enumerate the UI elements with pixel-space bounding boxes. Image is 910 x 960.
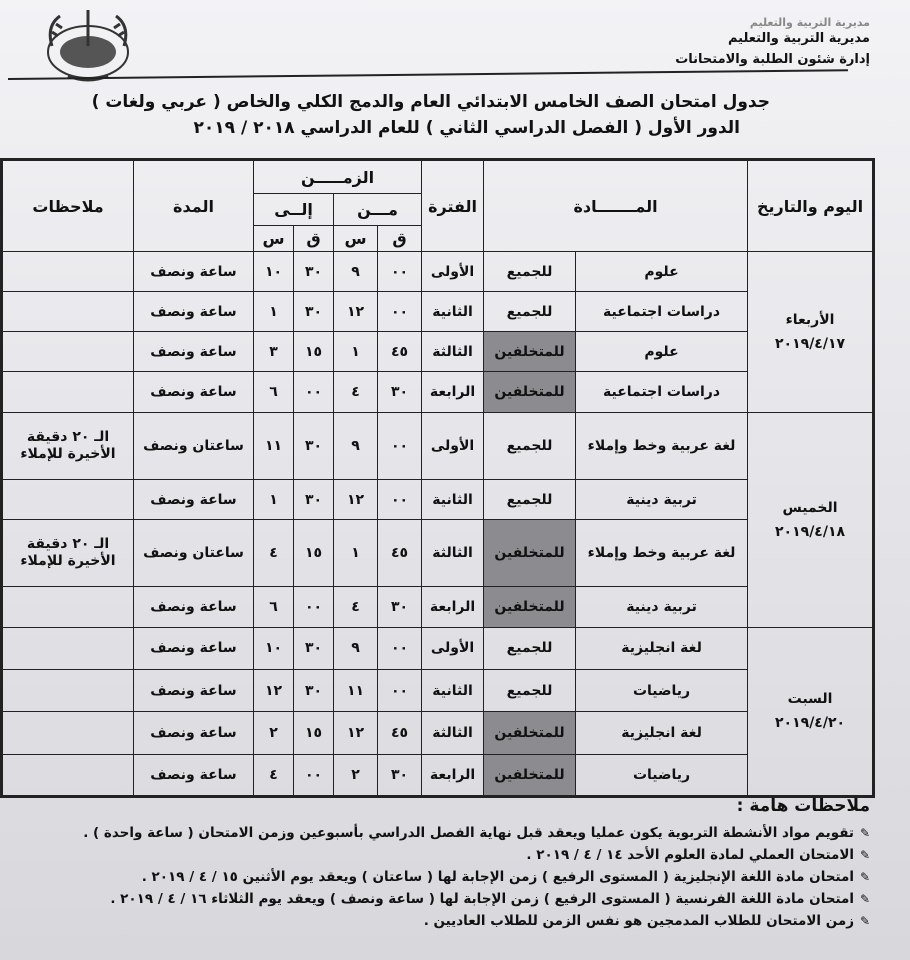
pencil-note-icon: ✎ <box>859 870 870 884</box>
period-cell: الأولى <box>422 627 484 669</box>
subject-cell: رياضيات <box>576 754 748 796</box>
duration-cell: ساعة ونصف <box>134 587 254 627</box>
notes-cell <box>2 332 134 372</box>
pencil-note-icon: ✎ <box>859 826 870 840</box>
pencil-note-icon: ✎ <box>859 892 870 906</box>
day-date: ٢٠١٩/٤/١٨ <box>775 523 846 540</box>
from-hour-cell: ٩ <box>334 627 378 669</box>
to-hour-cell: ١ <box>254 292 294 332</box>
period-cell: الثانية <box>422 479 484 519</box>
header-to-hour: س <box>254 226 294 252</box>
from-minute-cell: ٠٠ <box>378 479 422 519</box>
subject-cell: لغة انجليزية <box>576 627 748 669</box>
group-cell: للمتخلفين <box>484 520 576 587</box>
from-minute-cell: ٠٠ <box>378 627 422 669</box>
table-row <box>2 252 874 292</box>
to-hour-cell: ٤ <box>254 754 294 796</box>
note-item: ✎امتحان مادة اللغة الإنجليزية ( المستوى الرفيع ) زمن الإجابة لها ( ساعتان ) ويعقد يوم الأثنين ١٥ / ٤ / ٢٠١٩ . <box>10 866 870 888</box>
notes-cell <box>2 372 134 412</box>
group-cell: للجميع <box>484 412 576 479</box>
subject-cell: رياضيات <box>576 669 748 711</box>
table-row <box>2 372 874 412</box>
period-cell: الثالثة <box>422 712 484 754</box>
from-hour-cell: ١٢ <box>334 292 378 332</box>
subject-cell: تربية دينية <box>576 587 748 627</box>
to-minute-cell: ١٥ <box>294 520 334 587</box>
notes-cell: الـ ٢٠ دقيقة الأخيرة للإملاء <box>2 520 134 587</box>
day-date: ٢٠١٩/٤/١٧ <box>775 335 846 352</box>
to-hour-cell: ٦ <box>254 372 294 412</box>
duration-cell: ساعتان ونصف <box>134 412 254 479</box>
notes-cell <box>2 587 134 627</box>
from-minute-cell: ٤٥ <box>378 332 422 372</box>
period-cell: الرابعة <box>422 754 484 796</box>
note-item: ✎الامتحان العملي لمادة العلوم الأحد ١٤ / ٤ / ٢٠١٩ . <box>10 844 870 866</box>
subject-cell: لغة انجليزية <box>576 712 748 754</box>
from-minute-cell: ٣٠ <box>378 372 422 412</box>
notes-cell <box>2 754 134 796</box>
period-cell: الثانية <box>422 292 484 332</box>
header-period: الفترة <box>422 160 484 252</box>
header-duration: المدة <box>134 160 254 252</box>
title-line-1: جدول امتحان الصف الخامس الابتدائي العام والدمج الكلي والخاص ( عربي ولغات ) <box>91 92 770 112</box>
header-notes: ملاحظات <box>2 160 134 252</box>
day-date: ٢٠١٩/٤/٢٠ <box>775 715 846 732</box>
from-hour-cell: ٤ <box>334 372 378 412</box>
header-subject: المـــــــادة <box>484 160 748 252</box>
exam-schedule-table <box>0 158 875 798</box>
to-hour-cell: ٤ <box>254 520 294 587</box>
to-minute-cell: ١٥ <box>294 712 334 754</box>
duration-cell: ساعة ونصف <box>134 712 254 754</box>
to-minute-cell: ٠٠ <box>294 372 334 412</box>
notes-heading: ملاحظات هامة : <box>736 796 870 816</box>
table-row <box>2 332 874 372</box>
header-to-minute: ق <box>294 226 334 252</box>
table-row <box>2 754 874 796</box>
day-name: السبت <box>787 691 833 708</box>
subject-cell: دراسات اجتماعية <box>576 372 748 412</box>
header-from-hour: س <box>334 226 378 252</box>
from-minute-cell: ٠٠ <box>378 412 422 479</box>
from-minute-cell: ٠٠ <box>378 669 422 711</box>
from-hour-cell: ٩ <box>334 252 378 292</box>
group-cell: للمتخلفين <box>484 754 576 796</box>
period-cell: الرابعة <box>422 587 484 627</box>
to-minute-cell: ٠٠ <box>294 587 334 627</box>
to-hour-cell: ٢ <box>254 712 294 754</box>
header-day: اليوم والتاريخ <box>748 160 874 252</box>
duration-cell: ساعة ونصف <box>134 252 254 292</box>
notes-cell <box>2 627 134 669</box>
to-hour-cell: ١٢ <box>254 669 294 711</box>
to-minute-cell: ٣٠ <box>294 479 334 519</box>
group-cell: للمتخلفين <box>484 712 576 754</box>
from-minute-cell: ٣٠ <box>378 754 422 796</box>
subject-cell: دراسات اجتماعية <box>576 292 748 332</box>
to-hour-cell: ٦ <box>254 587 294 627</box>
note-item: ✎امتحان مادة اللغة الفرنسية ( المستوى الرفيع ) زمن الإجابة لها ( ساعة ونصف ) ويعقد يوم الثلاثاء ١٦ / ٤ / ٢٠١٩ . <box>10 888 870 910</box>
table-row <box>2 292 874 332</box>
header-from: مـــن <box>334 194 422 226</box>
duration-cell: ساعتان ونصف <box>134 520 254 587</box>
table-row <box>2 520 874 587</box>
table-row <box>2 712 874 754</box>
from-hour-cell: ٢ <box>334 754 378 796</box>
period-cell: الثالثة <box>422 332 484 372</box>
day-cell <box>748 252 874 413</box>
header-directorate: مديرية التربية والتعليم <box>727 31 870 46</box>
group-cell: للجميع <box>484 627 576 669</box>
from-hour-cell: ١٢ <box>334 712 378 754</box>
header-time: الزمـــــن <box>254 160 422 194</box>
group-cell: للمتخلفين <box>484 372 576 412</box>
from-hour-cell: ٩ <box>334 412 378 479</box>
from-hour-cell: ١ <box>334 332 378 372</box>
day-name: الأربعاء <box>785 311 835 328</box>
from-minute-cell: ٣٠ <box>378 587 422 627</box>
emblem-logo <box>38 6 138 86</box>
to-minute-cell: ١٥ <box>294 332 334 372</box>
header-to: إلــى <box>254 194 334 226</box>
note-item: ✎تقويم مواد الأنشطة التربوية يكون عمليا ويعقد قبل نهاية الفصل الدراسي بأسبوعين وزمن الامتحان ( ساعة واحدة ) . <box>10 822 870 844</box>
pencil-note-icon: ✎ <box>859 848 870 862</box>
duration-cell: ساعة ونصف <box>134 332 254 372</box>
from-minute-cell: ٠٠ <box>378 252 422 292</box>
important-notes <box>10 796 870 932</box>
subject-cell: لغة عربية وخط وإملاء <box>576 412 748 479</box>
day-cell <box>748 627 874 796</box>
day-name: الخميس <box>782 499 838 516</box>
period-cell: الأولى <box>422 412 484 479</box>
to-hour-cell: ١ <box>254 479 294 519</box>
to-minute-cell: ٠٠ <box>294 754 334 796</box>
period-cell: الثالثة <box>422 520 484 587</box>
group-cell: للجميع <box>484 669 576 711</box>
to-hour-cell: ١٠ <box>254 627 294 669</box>
notes-cell: الـ ٢٠ دقيقة الأخيرة للإملاء <box>2 412 134 479</box>
group-cell: للمتخلفين <box>484 332 576 372</box>
from-minute-cell: ٤٥ <box>378 520 422 587</box>
notes-cell <box>2 292 134 332</box>
duration-cell: ساعة ونصف <box>134 372 254 412</box>
subject-cell: علوم <box>576 332 748 372</box>
from-minute-cell: ٠٠ <box>378 292 422 332</box>
period-cell: الأولى <box>422 252 484 292</box>
to-hour-cell: ١١ <box>254 412 294 479</box>
group-cell: للجميع <box>484 252 576 292</box>
header-from-minute: ق <box>378 226 422 252</box>
table-row <box>2 587 874 627</box>
from-hour-cell: ١١ <box>334 669 378 711</box>
notes-cell <box>2 479 134 519</box>
to-minute-cell: ٣٠ <box>294 627 334 669</box>
duration-cell: ساعة ونصف <box>134 292 254 332</box>
duration-cell: ساعة ونصف <box>134 627 254 669</box>
duration-cell: ساعة ونصف <box>134 754 254 796</box>
to-hour-cell: ١٠ <box>254 252 294 292</box>
to-hour-cell: ٣ <box>254 332 294 372</box>
pencil-note-icon: ✎ <box>859 914 870 928</box>
table-row <box>2 669 874 711</box>
header-department: إدارة شئون الطلبة والامتحانات <box>675 52 870 67</box>
notes-cell <box>2 669 134 711</box>
subject-cell: تربية دينية <box>576 479 748 519</box>
subject-cell: لغة عربية وخط وإملاء <box>576 520 748 587</box>
group-cell: للجميع <box>484 479 576 519</box>
notes-cell <box>2 712 134 754</box>
note-item: ✎زمن الامتحان للطلاب المدمجين هو نفس الزمن للطلاب العاديين . <box>10 910 870 932</box>
header-faint-line: مديرية التربية والتعليم <box>749 16 870 29</box>
day-cell <box>748 412 874 627</box>
period-cell: الرابعة <box>422 372 484 412</box>
to-minute-cell: ٣٠ <box>294 669 334 711</box>
from-minute-cell: ٤٥ <box>378 712 422 754</box>
duration-cell: ساعة ونصف <box>134 669 254 711</box>
to-minute-cell: ٣٠ <box>294 292 334 332</box>
from-hour-cell: ١ <box>334 520 378 587</box>
title-line-2: الدور الأول ( الفصل الدراسي الثاني ) للعام الدراسي ٢٠١٨ / ٢٠١٩ <box>193 118 740 138</box>
to-minute-cell: ٣٠ <box>294 252 334 292</box>
issuer-header <box>675 18 870 70</box>
duration-cell: ساعة ونصف <box>134 479 254 519</box>
from-hour-cell: ٤ <box>334 587 378 627</box>
group-cell: للجميع <box>484 292 576 332</box>
notes-cell <box>2 252 134 292</box>
table-row <box>2 412 874 479</box>
to-minute-cell: ٣٠ <box>294 412 334 479</box>
subject-cell: علوم <box>576 252 748 292</box>
from-hour-cell: ١٢ <box>334 479 378 519</box>
table-row <box>2 479 874 519</box>
table-row <box>2 627 874 669</box>
group-cell: للمتخلفين <box>484 587 576 627</box>
period-cell: الثانية <box>422 669 484 711</box>
